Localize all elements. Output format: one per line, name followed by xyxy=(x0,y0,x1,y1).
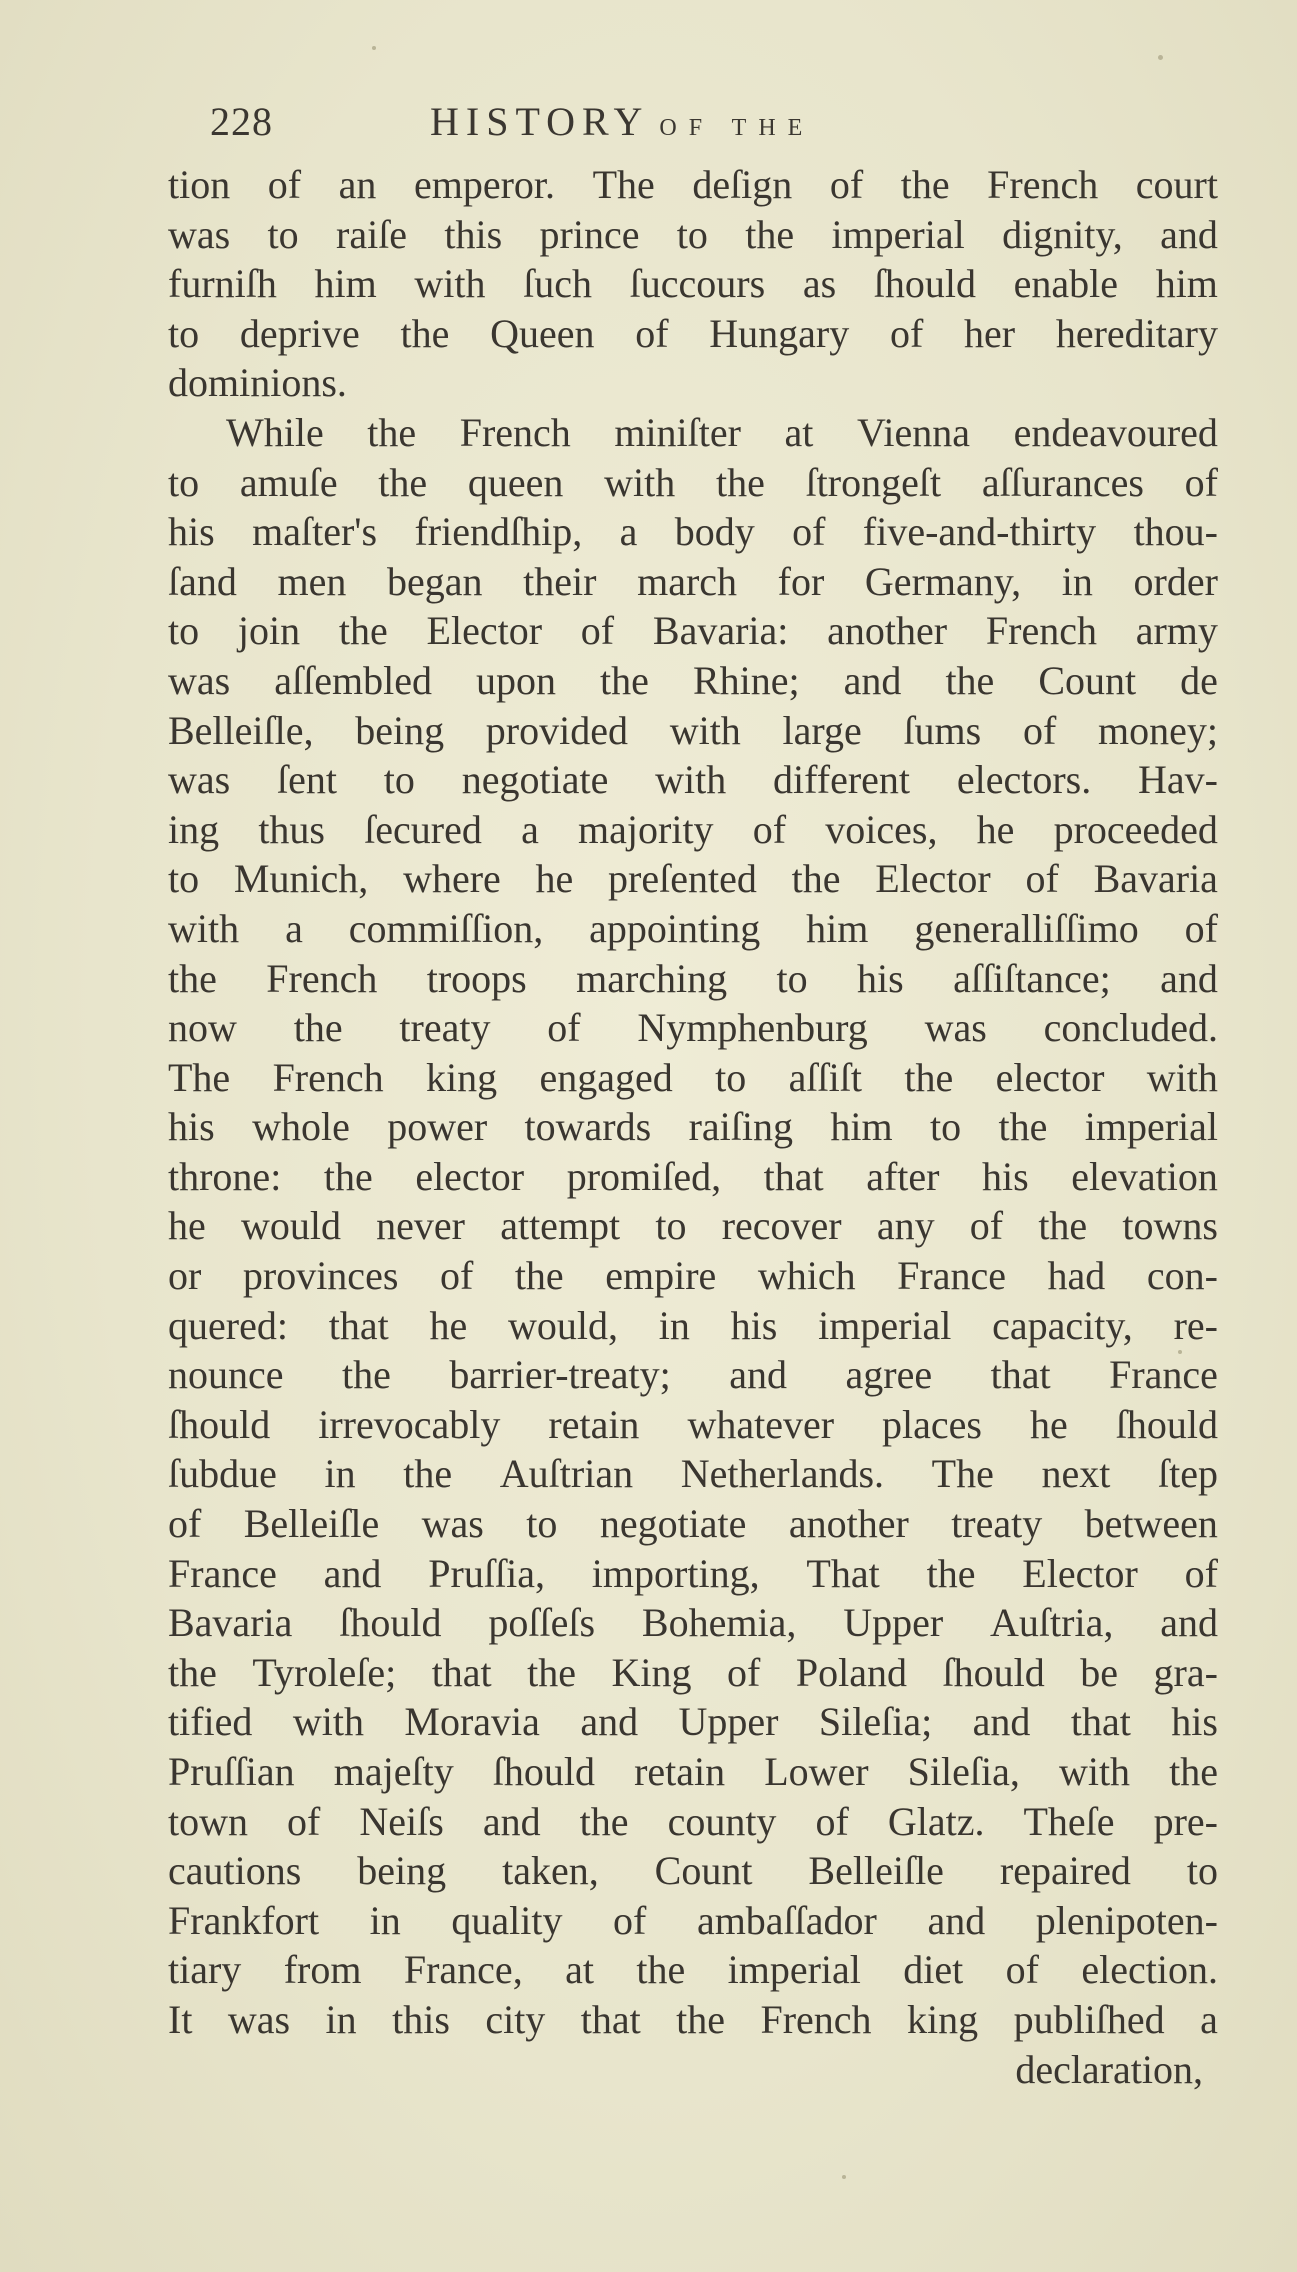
text-line: nounce the barrier-treaty; and agree that France xyxy=(168,1352,1218,1398)
text-line: quered: that he would, in his imperial capacity, re- xyxy=(168,1302,1218,1348)
text-line: was to raiſe this prince to the imperial dignity, and xyxy=(168,211,1218,257)
running-head-small-caps: OF THE xyxy=(659,115,815,141)
text-line: was ſent to negotiate with different electors. Hav- xyxy=(168,757,1218,803)
text-line: While the French miniſter at Vienna endeavoured xyxy=(226,409,1218,455)
text-line: Belleiſle, being provided with large ſums of money; xyxy=(168,707,1218,753)
text-line: tion of an emperor. The deſign of the French court xyxy=(168,162,1218,207)
text-line: throne: the elector promiſed, that after his elevation xyxy=(168,1153,1218,1199)
running-head xyxy=(430,98,814,145)
text-line: Bavaria ſhould poſſeſs Bohemia, Upper Auſtria, and xyxy=(168,1600,1218,1646)
text-line: ſand men began their march for Germany, in order xyxy=(168,558,1218,604)
text-line: tified with Moravia and Upper Sileſia; and that his xyxy=(168,1699,1218,1745)
text-line: with a commiſſion, appointing him generalliſſimo of xyxy=(168,905,1218,951)
text-line: ing thus ſecured a majority of voices, he proceeded xyxy=(168,806,1218,852)
page-header xyxy=(210,98,1210,148)
catchword: declaration, xyxy=(1015,2046,1203,2092)
text-line: ſubdue in the Auſtrian Netherlands. The next ſtep xyxy=(168,1451,1218,1497)
text-line: his maſter's friendſhip, a body of five-and-thirty thou- xyxy=(168,509,1218,555)
text-line: the Tyroleſe; that the King of Poland ſhould be gra- xyxy=(168,1649,1218,1695)
text-line: was aſſembled upon the Rhine; and the Count de xyxy=(168,657,1218,703)
text-line: now the treaty of Nymphenburg was concluded. xyxy=(168,1005,1218,1051)
running-head-title: HISTORY xyxy=(430,99,650,144)
text-line: of Belleiſle was to negotiate another treaty between xyxy=(168,1501,1218,1547)
text-line: to join the Elector of Bavaria: another French army xyxy=(168,608,1218,654)
text-line: the French troops marching to his aſſiſtance; and xyxy=(168,955,1218,1001)
text-line: town of Neiſs and the county of Glatz. Theſe pre- xyxy=(168,1798,1218,1844)
paper-speck xyxy=(842,2175,846,2179)
text-line: to Munich, where he preſented the Elector of Bavaria xyxy=(168,856,1218,902)
page-number: 228 xyxy=(210,99,273,144)
text-line: France and Pruſſia, importing, That the Elector of xyxy=(168,1550,1218,1596)
text-line: to amuſe the queen with the ſtrongeſt aſſurances of xyxy=(168,459,1218,505)
text-line: Frankfort in quality of ambaſſador and plenipoten- xyxy=(168,1897,1218,1943)
text-line: The French king engaged to aſſiſt the elector with xyxy=(168,1054,1218,1100)
paper-speck xyxy=(1158,55,1163,60)
text-line: It was in this city that the French king publiſhed a xyxy=(168,1996,1218,2042)
text-line: he would never attempt to recover any of the towns xyxy=(168,1203,1218,1249)
text-line: cautions being taken, Count Belleiſle repaired to xyxy=(168,1848,1218,1894)
text-line: furniſh him with ſuch ſuccours as ſhould enable him xyxy=(168,261,1218,307)
text-line: tiary from France, at the imperial diet of election. xyxy=(168,1947,1218,1993)
body-text xyxy=(168,160,1218,2094)
text-line: or provinces of the empire which France had con- xyxy=(168,1253,1218,1299)
text-line: ſhould irrevocably retain whatever places he ſhould xyxy=(168,1401,1218,1447)
paper-speck xyxy=(372,46,376,50)
text-line: his whole power towards raiſing him to the imperial xyxy=(168,1104,1218,1150)
text-line: to deprive the Queen of Hungary of her hereditary xyxy=(168,310,1218,356)
text-line: dominions. xyxy=(168,360,347,406)
text-line: Pruſſian majeſty ſhould retain Lower Sileſia, with the xyxy=(168,1749,1218,1794)
